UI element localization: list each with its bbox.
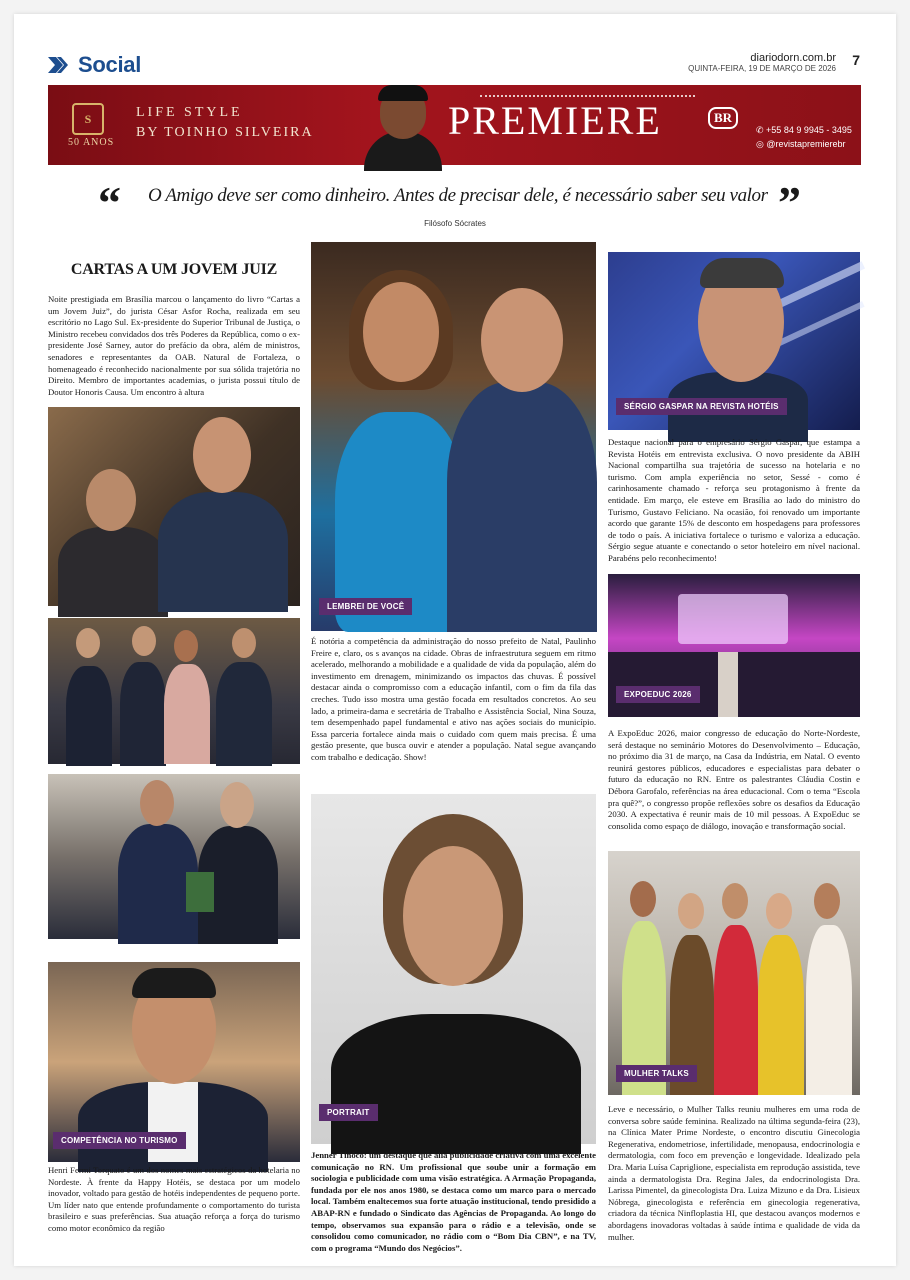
article-body: Leve e necessário, o Mulher Talks reuniu mulheres em uma roda de conversa sobre saúde feminina. Realizado na última segunda-feira (23), na Clínica Mater Prime Nordeste, o encontro discutiu Ginecologia Regenerativa, endometriose, infertilidade, menopausa, endocrinologia e dermatologia, com foco em prevenção e longevidade. Idealizado pela Dra. Maria Luísa Capriglione, especialista em reprodução assistida, teve ainda a dermatologista Dra. Regina Jales, da endocrinologista Dra. Larissa Pimentel, da ginecologista Dra. Luiza Mizuno e da Dra. Lisieux Nóbrega, ginecologista e referência em ginecologia regenerativa, criadora da técnica Ninfloplastia HI, que destacou avanços modernos e abordagens inovadoras voltadas à saúde íntima e qualidade de vida da mulher. <box>608 1104 860 1242</box>
photo-book-launch-3 <box>48 774 300 939</box>
photo-tag: MULHER TALKS <box>616 1065 697 1082</box>
article-body: A ExpoEduc 2026, maior congresso de educação do Norte-Nordeste, será destaque no seminário Motores do Desenvolvimento – Educação, no próximo dia 31 de março, na Casa da Indústria, em Natal. O evento reunirá gestores públicos, educadores e especialistas para debater o futuro da educação no RN. Entre os palestrantes Cláudia Costin e Débora Garofalo, referências na área educacional. Com o tema “Escola pra quê?”, o congresso propõe reflexões sobre os desafios da Educação 2030. A expectativa é reunir mais de 10 mil pessoas. A ExpoEduc se consolida como espaço de diálogo, inovação e transformação social. <box>608 728 860 831</box>
photo-tag: SÉRGIO GASPAR NA REVISTA HOTÉIS <box>616 398 787 415</box>
section-title: Social <box>78 52 142 77</box>
newspaper-page <box>14 14 896 1266</box>
photo-tag: LEMBREI DE VOCÊ <box>319 598 412 615</box>
section-header <box>48 52 141 78</box>
photo-mulher-talks <box>608 851 860 1095</box>
site-url: diariodorn.com.br <box>750 52 836 64</box>
photo-caption: Henri Fermi Torquato é um dos nomes mais estratégicos da hotelaria no Nordeste. À frente da Happy Hotéis, se destaca por um modelo inovador, voltado para gestão de hotéis independentes de pequeno porte. Um líder nato que entende profundamente o comportamento do turista brasileiro e suas preferências. Sua atuação reforça a força do turismo como motor econômico da região <box>48 1165 300 1233</box>
banner-line-2: BY TOINHO SILVEIRA <box>136 125 314 140</box>
whatsapp-icon: ✆ <box>756 125 767 135</box>
photo-book-launch-1 <box>48 407 300 606</box>
open-quote-icon: “ <box>98 177 121 228</box>
photo-book-launch-2 <box>48 618 300 764</box>
featured-quote: O Amigo deve ser como dinheiro. Antes de precisar dele, é necessário saber seu valor <box>148 185 768 206</box>
photo-portrait <box>311 794 596 1144</box>
banner-line-1: LIFE STYLE <box>136 105 243 120</box>
quote-author: Filósofo Sócrates <box>424 219 486 228</box>
page-number: 7 <box>852 52 860 68</box>
brand-badge: BR <box>708 107 738 129</box>
close-quote-icon: ” <box>778 177 801 228</box>
instagram-icon: ◎ <box>756 139 767 149</box>
photo-sergio-gaspar <box>608 252 860 430</box>
columnist-photo <box>358 85 448 165</box>
column-banner <box>48 85 861 165</box>
article-body: É notória a competência da administração do nosso prefeito de Natal, Paulinho Freire e, claro, os s avanços na cidade. Obras de infraestrutura seguem em ritmo acelerado, melhorando a mobilidade e a qualidade de vida da população, além do investimento em drenagem, minimizando os impactos das chuvas. É possível destacar ainda o compromisso com a educação infantil, com o fim da fila das creches. Tudo isso mostra uma gestão focada em resultados concretos. Ao seu lado, a primeira-dama e secretária de Trabalho e Assistência Social, Nina Souza, tem desempenhado papel fundamental e ativo nas ações sociais do município. Essa parceria fortalece ainda mais o cuidado com quem mais precisa. É uma gestão presente, que busca ouvir e atender a população. Natal segue avançando com trabalho e dedicação. Show! <box>311 636 596 762</box>
brand-name: PREMIERE <box>448 98 662 143</box>
article-title: CARTAS A UM JOVEM JUIZ <box>70 261 278 278</box>
chevron-right-icon <box>48 55 72 75</box>
anniversary-label: 50 ANOS <box>68 137 115 148</box>
photo-tag: EXPOEDUC 2026 <box>616 686 700 703</box>
contact-instagram: ◎ @revistapremierebr <box>756 139 846 149</box>
photo-caption: Jenner Tinôco: um destaque que alia publicidade criativa com uma excelente comunicação no RN. Um profissional que soube unir a formação em sociologia e publicidade com uma visão estratégica. A Armação Propaganda, fundada por ele nos anos 1980, se destaca como um marco para o mercado local. Também enaltecemos sua forte atuação institucional, tendo presidido a ABAP-RN e fundado o Sindicato das Agências de Propaganda. Ao longo do tempo, observamos sua expansão para o rádio e a televisão, onde se consolidou como comunicador, no rádio com o “Bom Dia CBN”, e na TV, com o programa “Mundo dos Negócios”. <box>311 1150 596 1253</box>
photo-competencia-turismo <box>48 962 300 1162</box>
anniversary-logo: S <box>72 103 104 135</box>
issue-date: QUINTA-FEIRA, 19 DE MARÇO DE 2026 <box>688 64 836 73</box>
contact-phone: ✆ +55 84 9 9945 - 3495 <box>756 125 852 135</box>
article-intro: Noite prestigiada em Brasília marcou o lançamento do livro “Cartas a um Jovem Juiz”, do jurista César Asfor Rocha, realizada em seu escritório no Lago Sul. Ex-presidente do Superior Tribunal de Justiça, o Ministro recebeu convidados dos três Poderes da República, como o ex-presidente José Sarney, autor do prefácio da obra, além de ministros, senadores e representantes da OAB. Natural de Fortaleza, o homenageado é reconhecido nacionalmente por sua sólida trajetória no Direito. Membro de importantes academias, o jurista possui título de Doutor Honoris Causa. Um encontro à altura <box>48 294 300 397</box>
photo-expoeduc <box>608 574 860 717</box>
article-body: Destaque nacional para o empresário Sérgio Gaspar, que estampa a Revista Hotéis em entrevista exclusiva. O novo presidente da ABIH Nacional compartilha sua trajetória de sucesso na hotelaria e no turismo. Com ampla experiência no setor, Sessé - como é carinhosamente chamado - reforça seu protagonismo à frente da entidade. Em março, ele esteve em Brasília ao lado do ministro do Turismo, Gustavo Feliciano. Na ocasião, foi renovado um importante acordo que garante 15% de desconto em hospedagens para professores de todo o país. A iniciativa fortalece o turismo e valoriza a educação. Sérgio segue atuante e conectando o setor hoteleiro em nível nacional. Parabéns pelo reconhecimento! <box>608 437 860 563</box>
photo-tag: PORTRAIT <box>319 1104 378 1121</box>
photo-lembrei-de-voce <box>311 242 596 631</box>
photo-tag: COMPETÊNCIA NO TURISMO <box>53 1132 186 1149</box>
